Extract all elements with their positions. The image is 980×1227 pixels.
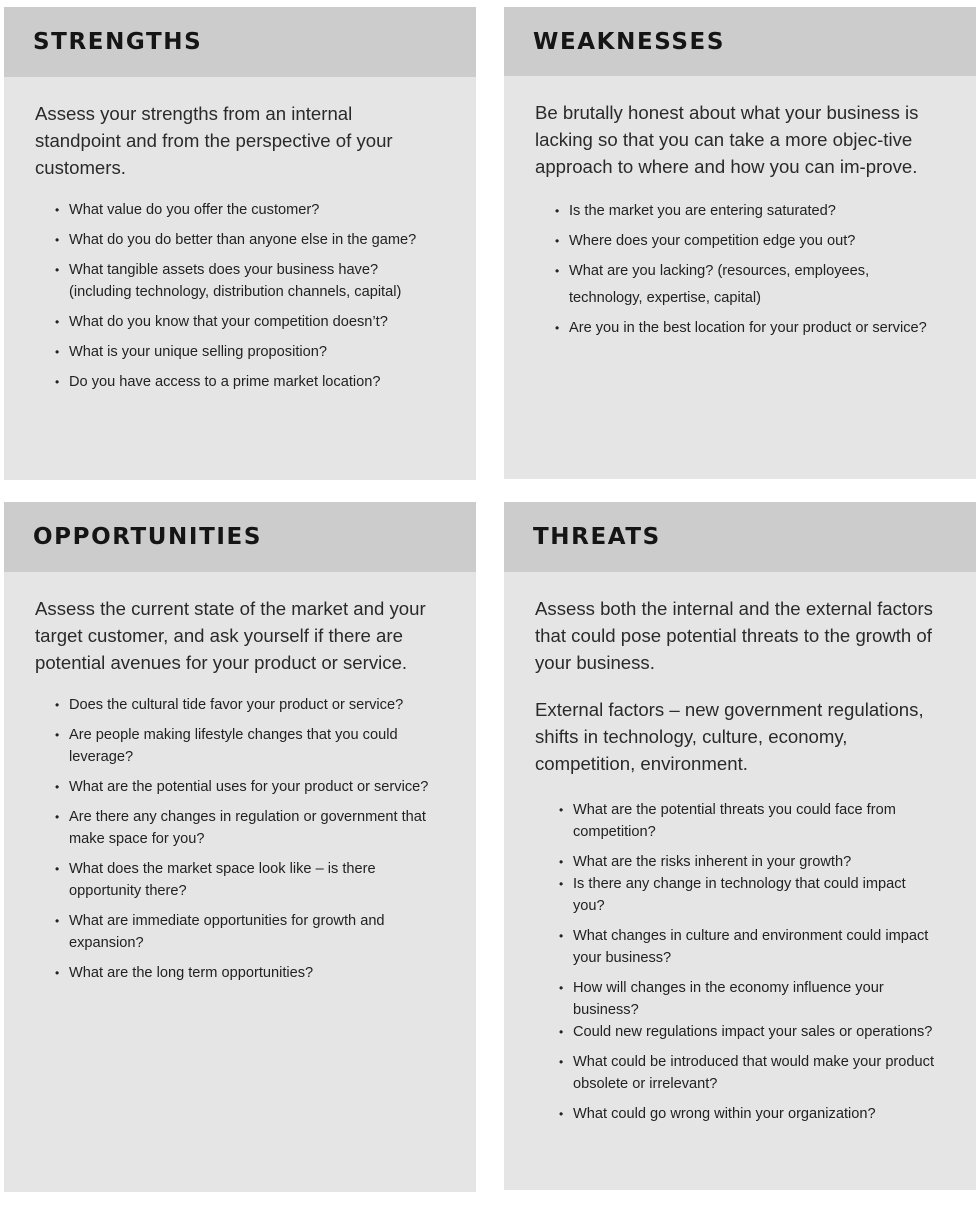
list-item: • What are immediate opportunities for growth and expansion? [55, 910, 436, 954]
threats-intro: Assess both the internal and the external factors that could pose potential threats to the growth of your business. [535, 598, 933, 673]
opportunities-card [4, 502, 476, 1192]
opportunities-body [4, 572, 476, 984]
list-item: • Are you in the best location for your product or service? [555, 315, 936, 342]
list-item: • Is there any change in technology that could impact you? [559, 873, 936, 917]
weaknesses-body [504, 76, 976, 342]
list-item: • What is your unique selling proposition? [55, 341, 436, 363]
opportunities-intro: Assess the current state of the market and your target customer, and ask yourself if there are potential avenues for your product or service. [35, 598, 426, 673]
opportunities-list [35, 694, 436, 984]
list-item: • What could go wrong within your organization? [559, 1103, 936, 1125]
opportunities-title: OPPORTUNITIES [33, 524, 262, 550]
list-item: • Could new regulations impact your sales or operations? [559, 1021, 936, 1043]
weaknesses-header [504, 7, 976, 76]
list-item: • What are you lacking? (resources, employees, technology, expertise, capital) [555, 258, 936, 312]
list-item: • What are the risks inherent in your growth? [559, 851, 936, 873]
list-item: • What are the potential uses for your product or service? [55, 776, 436, 798]
list-item: • What changes in culture and environment could impact your business? [559, 925, 936, 969]
threats-card [504, 502, 976, 1190]
list-item: • What are the potential threats you could face from competition? [559, 799, 936, 843]
list-item: • Where does your competition edge you out? [555, 228, 936, 255]
list-item: • What do you do better than anyone else in the game? [55, 229, 436, 251]
list-item: • Do you have access to a prime market location? [55, 371, 436, 393]
strengths-list [35, 199, 436, 393]
strengths-header [4, 7, 476, 77]
threats-title: THREATS [533, 524, 661, 550]
list-item: • What does the market space look like – is there opportunity there? [55, 858, 436, 902]
list-item: • How will changes in the economy influence your business? [559, 977, 936, 1021]
threats-external-factors: External factors – new government regulations, shifts in technology, culture, economy, competition, environment. [535, 699, 924, 774]
list-item: • What value do you offer the customer? [55, 199, 436, 221]
strengths-intro: Assess your strengths from an internal standpoint and from the perspective of your customers. [35, 103, 393, 178]
list-item: • Are people making lifestyle changes that you could leverage? [55, 724, 436, 768]
strengths-body [4, 77, 476, 393]
list-item: • What could be introduced that would make your product obsolete or irrelevant? [559, 1051, 936, 1095]
list-item: • Are there any changes in regulation or government that make space for you? [55, 806, 436, 850]
weaknesses-list [535, 198, 936, 342]
list-item: • Does the cultural tide favor your product or service? [55, 694, 436, 716]
threats-body [504, 572, 976, 1125]
threats-header [504, 502, 976, 572]
strengths-title: STRENGTHS [33, 29, 203, 55]
list-item: • What tangible assets does your business have? (including technology, distribution channels, capital) [55, 259, 436, 303]
weaknesses-title: WEAKNESSES [533, 28, 726, 55]
opportunities-header [4, 502, 476, 572]
list-item: • What are the long term opportunities? [55, 962, 436, 984]
list-item: • What do you know that your competition doesn’t? [55, 311, 436, 333]
threats-list [535, 799, 936, 1125]
strengths-card [4, 7, 476, 480]
weaknesses-intro: Be brutally honest about what your business is lacking so that you can take a more objec-tive approach to where and how you can im-prove. [535, 102, 919, 177]
list-item: • Is the market you are entering saturated? [555, 198, 936, 225]
weaknesses-card [504, 7, 976, 479]
